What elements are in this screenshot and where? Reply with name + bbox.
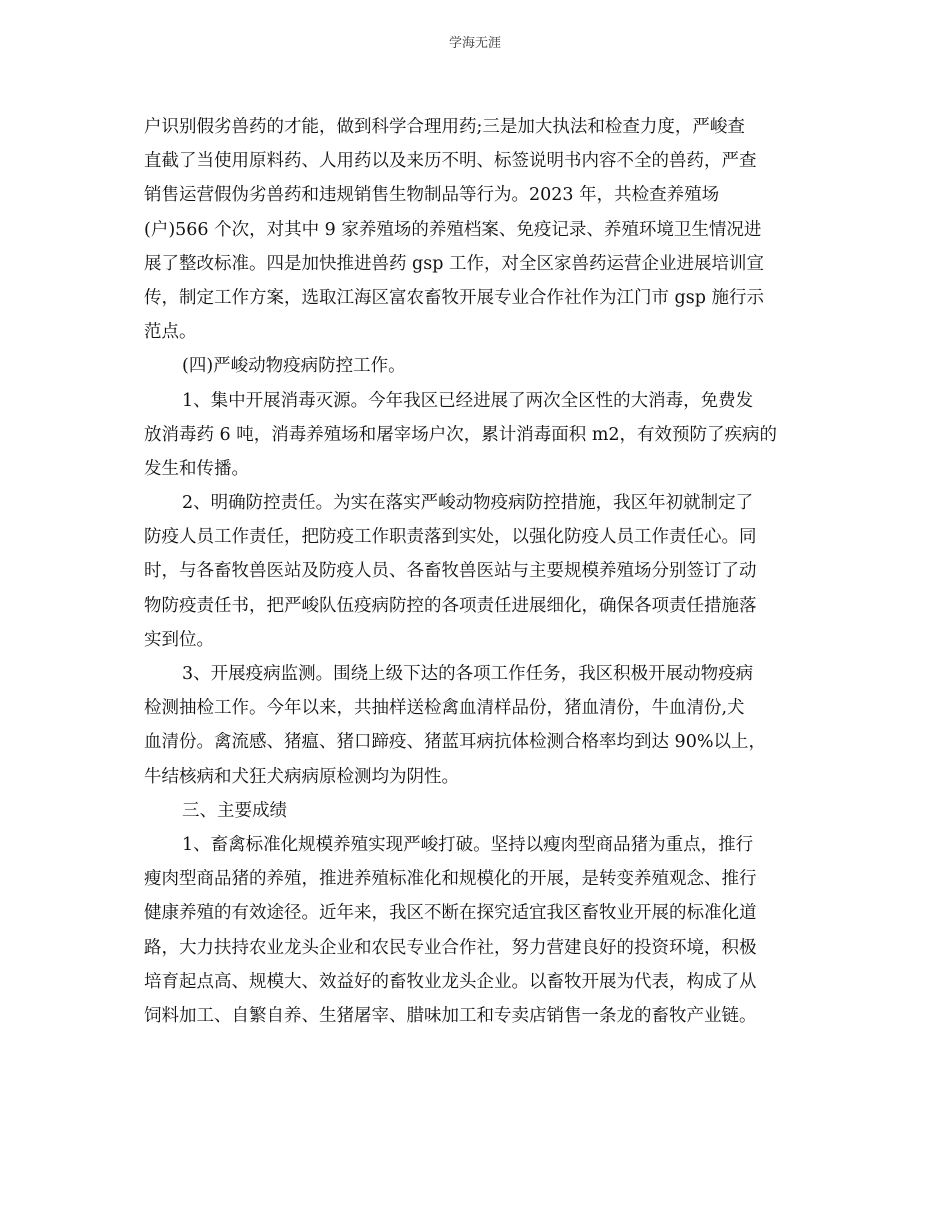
text-line: 户识别假劣兽药的才能，做到科学合理用药;三是加大执法和检查力度，严峻查 xyxy=(144,117,745,137)
text-line: 实到位。 xyxy=(144,629,214,650)
text-line: 传，制定工作方案，选取江海区富农畜牧开展专业合作社作为江门市 gsp 施行示 xyxy=(144,287,765,308)
section-heading: (四)严峻动物疫病防控工作。 xyxy=(182,356,406,377)
text-line: 发生和传播。 xyxy=(144,458,249,479)
text-line: 血清份。禽流感、猪瘟、猪口蹄疫、猪蓝耳病抗体检测合格率均到达 90%以上， xyxy=(144,732,766,753)
text-line: 瘦肉型商品猪的养殖，推进养殖标准化和规模化的开展，是转变养殖观念、推行 xyxy=(144,869,757,890)
text-line: 防疫人员工作责任，把防疫工作职责落到实处，以强化防疫人员工作责任心。同 xyxy=(144,527,757,548)
text-line: 牛结核病和犬狂犬病病原检测均为阴性。 xyxy=(144,766,459,787)
paragraph-start: 2、明确防控责任。为实在落实严峻动物疫病防控措施，我区年初就制定了 xyxy=(182,493,754,514)
paragraph-start: 3、开展疫病监测。围绕上级下达的各项工作任务，我区积极开展动物疫病 xyxy=(182,664,754,684)
text-line: 放消毒药 6 吨，消毒养殖场和屠宰场户次，累计消毒面积 m2，有效预防了疾病的 xyxy=(144,424,778,445)
text-line: 直截了当使用原料药、人用药以及来历不明、标签说明书内容不全的兽药，严查 xyxy=(144,151,757,172)
text-line: 展了整改标准。四是加快推进兽药 gsp 工作，对全区家兽药运营企业进展培训宣 xyxy=(144,253,765,274)
page-header: 学海无涯 xyxy=(448,36,501,51)
text-line: 检测抽检工作。今年以来，共抽样送检禽血清样品份，猪血清份，牛血清份,犬 xyxy=(144,698,745,719)
section-heading: 三、主要成绩 xyxy=(182,800,287,821)
paragraph-start: 1、畜禽标准化规模养殖实现严峻打破。坚持以瘦肉型商品猪为重点，推行 xyxy=(182,834,754,855)
text-line: (户)566 个次，对其中 9 家养殖场的养殖档案、免疫记录、养殖环境卫生情况进 xyxy=(144,219,762,240)
document-body xyxy=(144,110,806,1033)
text-line: 路，大力扶持农业龙头企业和农民专业合作社，努力营建良好的投资环境，积极 xyxy=(144,937,757,958)
text-line: 培育起点高、规模大、效益好的畜牧业龙头企业。以畜牧开展为代表，构成了从 xyxy=(144,971,757,992)
text-line: 范点。 xyxy=(144,322,197,343)
text-line: 销售运营假伪劣兽药和违规销售生物制品等行为。2023 年，共检查养殖场 xyxy=(144,185,720,206)
text-line: 健康养殖的有效途径。近年来，我区不断在探究适宜我区畜牧业开展的标准化道 xyxy=(144,903,757,924)
text-line: 饲料加工、自繁自养、生猪屠宰、腊味加工和专卖店销售一条龙的畜牧产业链。 xyxy=(144,1005,757,1026)
text-line: 物防疫责任书，把严峻队伍疫病防控的各项责任进展细化，确保各项责任措施落 xyxy=(144,595,757,616)
paragraph-start: 1、集中开展消毒灭源。今年我区已经进展了两次全区性的大消毒，免费发 xyxy=(182,390,754,411)
text-line: 时，与各畜牧兽医站及防疫人员、各畜牧兽医站与主要规模养殖场分别签订了动 xyxy=(144,561,757,582)
